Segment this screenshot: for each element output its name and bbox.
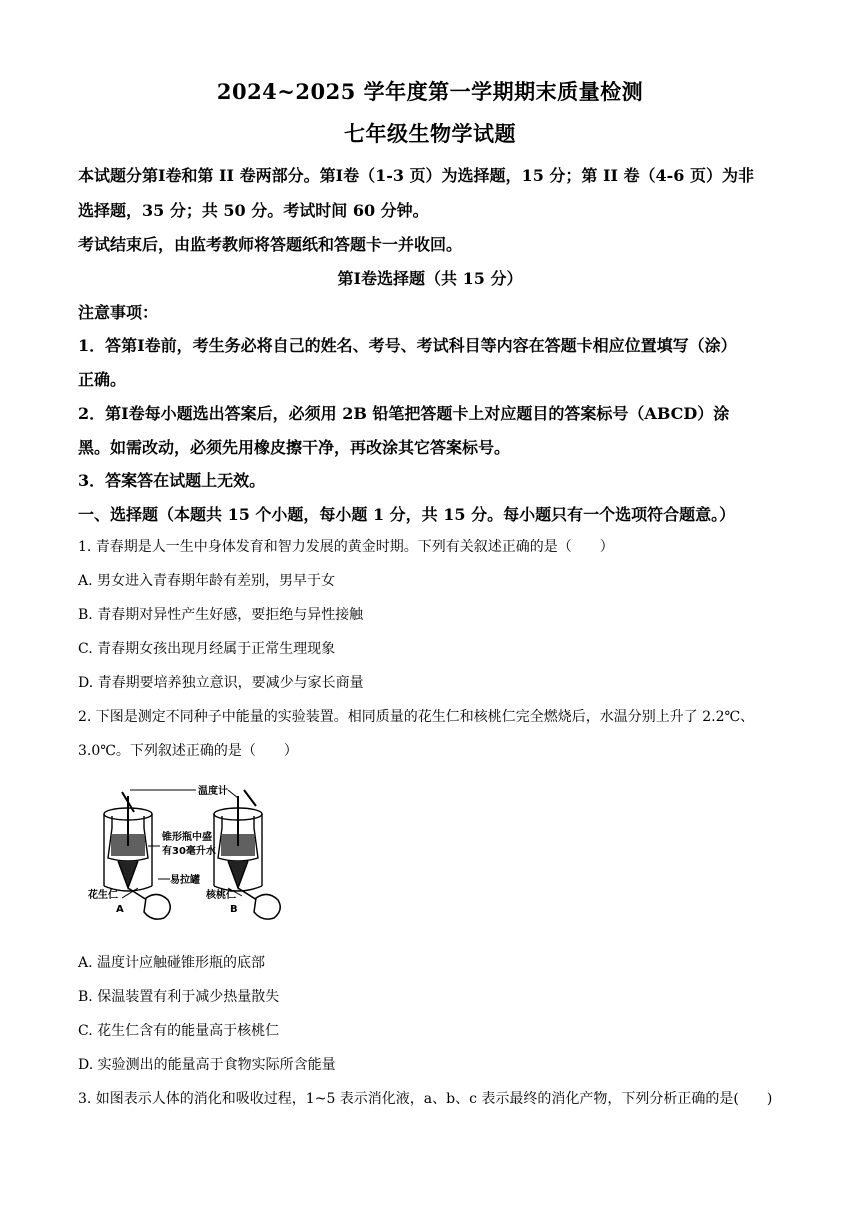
q3-stem: 3. 如图表示人体的消化和吸收过程，1~5 表示消化液，a、b、c 表示最终的消化产物，下列分析正确的是( ) [78,1091,773,1107]
hand-a [128,888,170,919]
hand-b [238,888,280,919]
notes-title: 注意事项： [78,303,159,322]
note-2-line-2: 黑。如需改动，必须先用橡皮擦干净，再改涂其它答案标号。 [78,438,511,457]
q2-option-d: D. 实验测出的能量高于食物实际所含能量 [78,1057,336,1073]
q2-option-b: B. 保温装置有利于减少热量散失 [78,989,280,1005]
q1-option-b: B. 青春期对异性产生好感，要拒绝与异性接触 [78,607,364,623]
label-walnut: 核桃仁 [206,890,236,901]
q1-option-c: C. 青春期女孩出现月经属于正常生理现象 [78,641,336,657]
q1-option-a: A. 男女进入青春期年龄有差别，男早于女 [78,573,336,589]
can-b [214,790,262,891]
exam-subtitle: 七年级生物学试题 [344,121,516,146]
exam-title: 2024~2025 学年度第一学期期末质量检测 [216,79,644,104]
label-flask-2: 有30毫升水 [162,846,216,857]
label-b: B [230,904,238,915]
label-a: A [116,904,124,915]
q2-option-c: C. 花生仁含有的能量高于核桃仁 [78,1023,280,1039]
label-thermometer: 温度计 [198,786,228,797]
q2-stem-line-1: 2. 下图是测定不同种子中能量的实验装置。相同质量的花生仁和核桃仁完全燃烧后，水温分别上升了 2.2℃、 [78,709,755,725]
intro-line-2: 选择题，35 分；共 50 分。考试时间 60 分钟。 [78,201,429,220]
note-3: 3．答案答在试题上无效。 [78,471,266,490]
q2-stem-line-2: 3.0℃。下列叙述正确的是（ ） [78,743,298,759]
note-1-line-1: 1．答第Ⅰ卷前，考生务必将自己的姓名、考号、考试科目等内容在答题卡相应位置填写（涂） [78,336,737,355]
note-2-line-1: 2．第Ⅰ卷每小题选出答案后，必须用 2B 铅笔把答题卡上对应题目的答案标号（ABCD）涂 [78,404,730,423]
intro-line-3: 考试结束后，由监考教师将答题纸和答题卡一并收回。 [78,235,463,254]
can-a [104,792,152,891]
q2-option-a: A. 温度计应触碰锥形瓶的底部 [78,955,266,971]
section-heading: 第Ⅰ卷选择题（共 15 分） [337,269,523,288]
q2-experiment-figure [78,776,308,926]
note-1-line-2: 正确。 [78,370,127,389]
label-can: 易拉罐 [170,875,200,886]
experiment-apparatus-diagram [78,776,308,926]
q1-option-d: D. 青春期要培养独立意识，要减少与家长商量 [78,675,364,691]
part-1-heading: 一、选择题（本题共 15 个小题，每小题 1 分，共 15 分。每小题只有一个选项符合题意。） [78,505,736,524]
q1-stem: 1. 青春期是人一生中身体发育和智力发展的黄金时期。下列有关叙述正确的是（ ） [78,539,614,555]
label-peanut: 花生仁 [88,890,118,901]
intro-line-1: 本试题分第Ⅰ卷和第 II 卷两部分。第Ⅰ卷（1-3 页）为选择题，15 分；第 II 卷（4-6 页）为非 [78,166,754,185]
label-flask-1: 锥形瓶中盛 [162,832,212,843]
